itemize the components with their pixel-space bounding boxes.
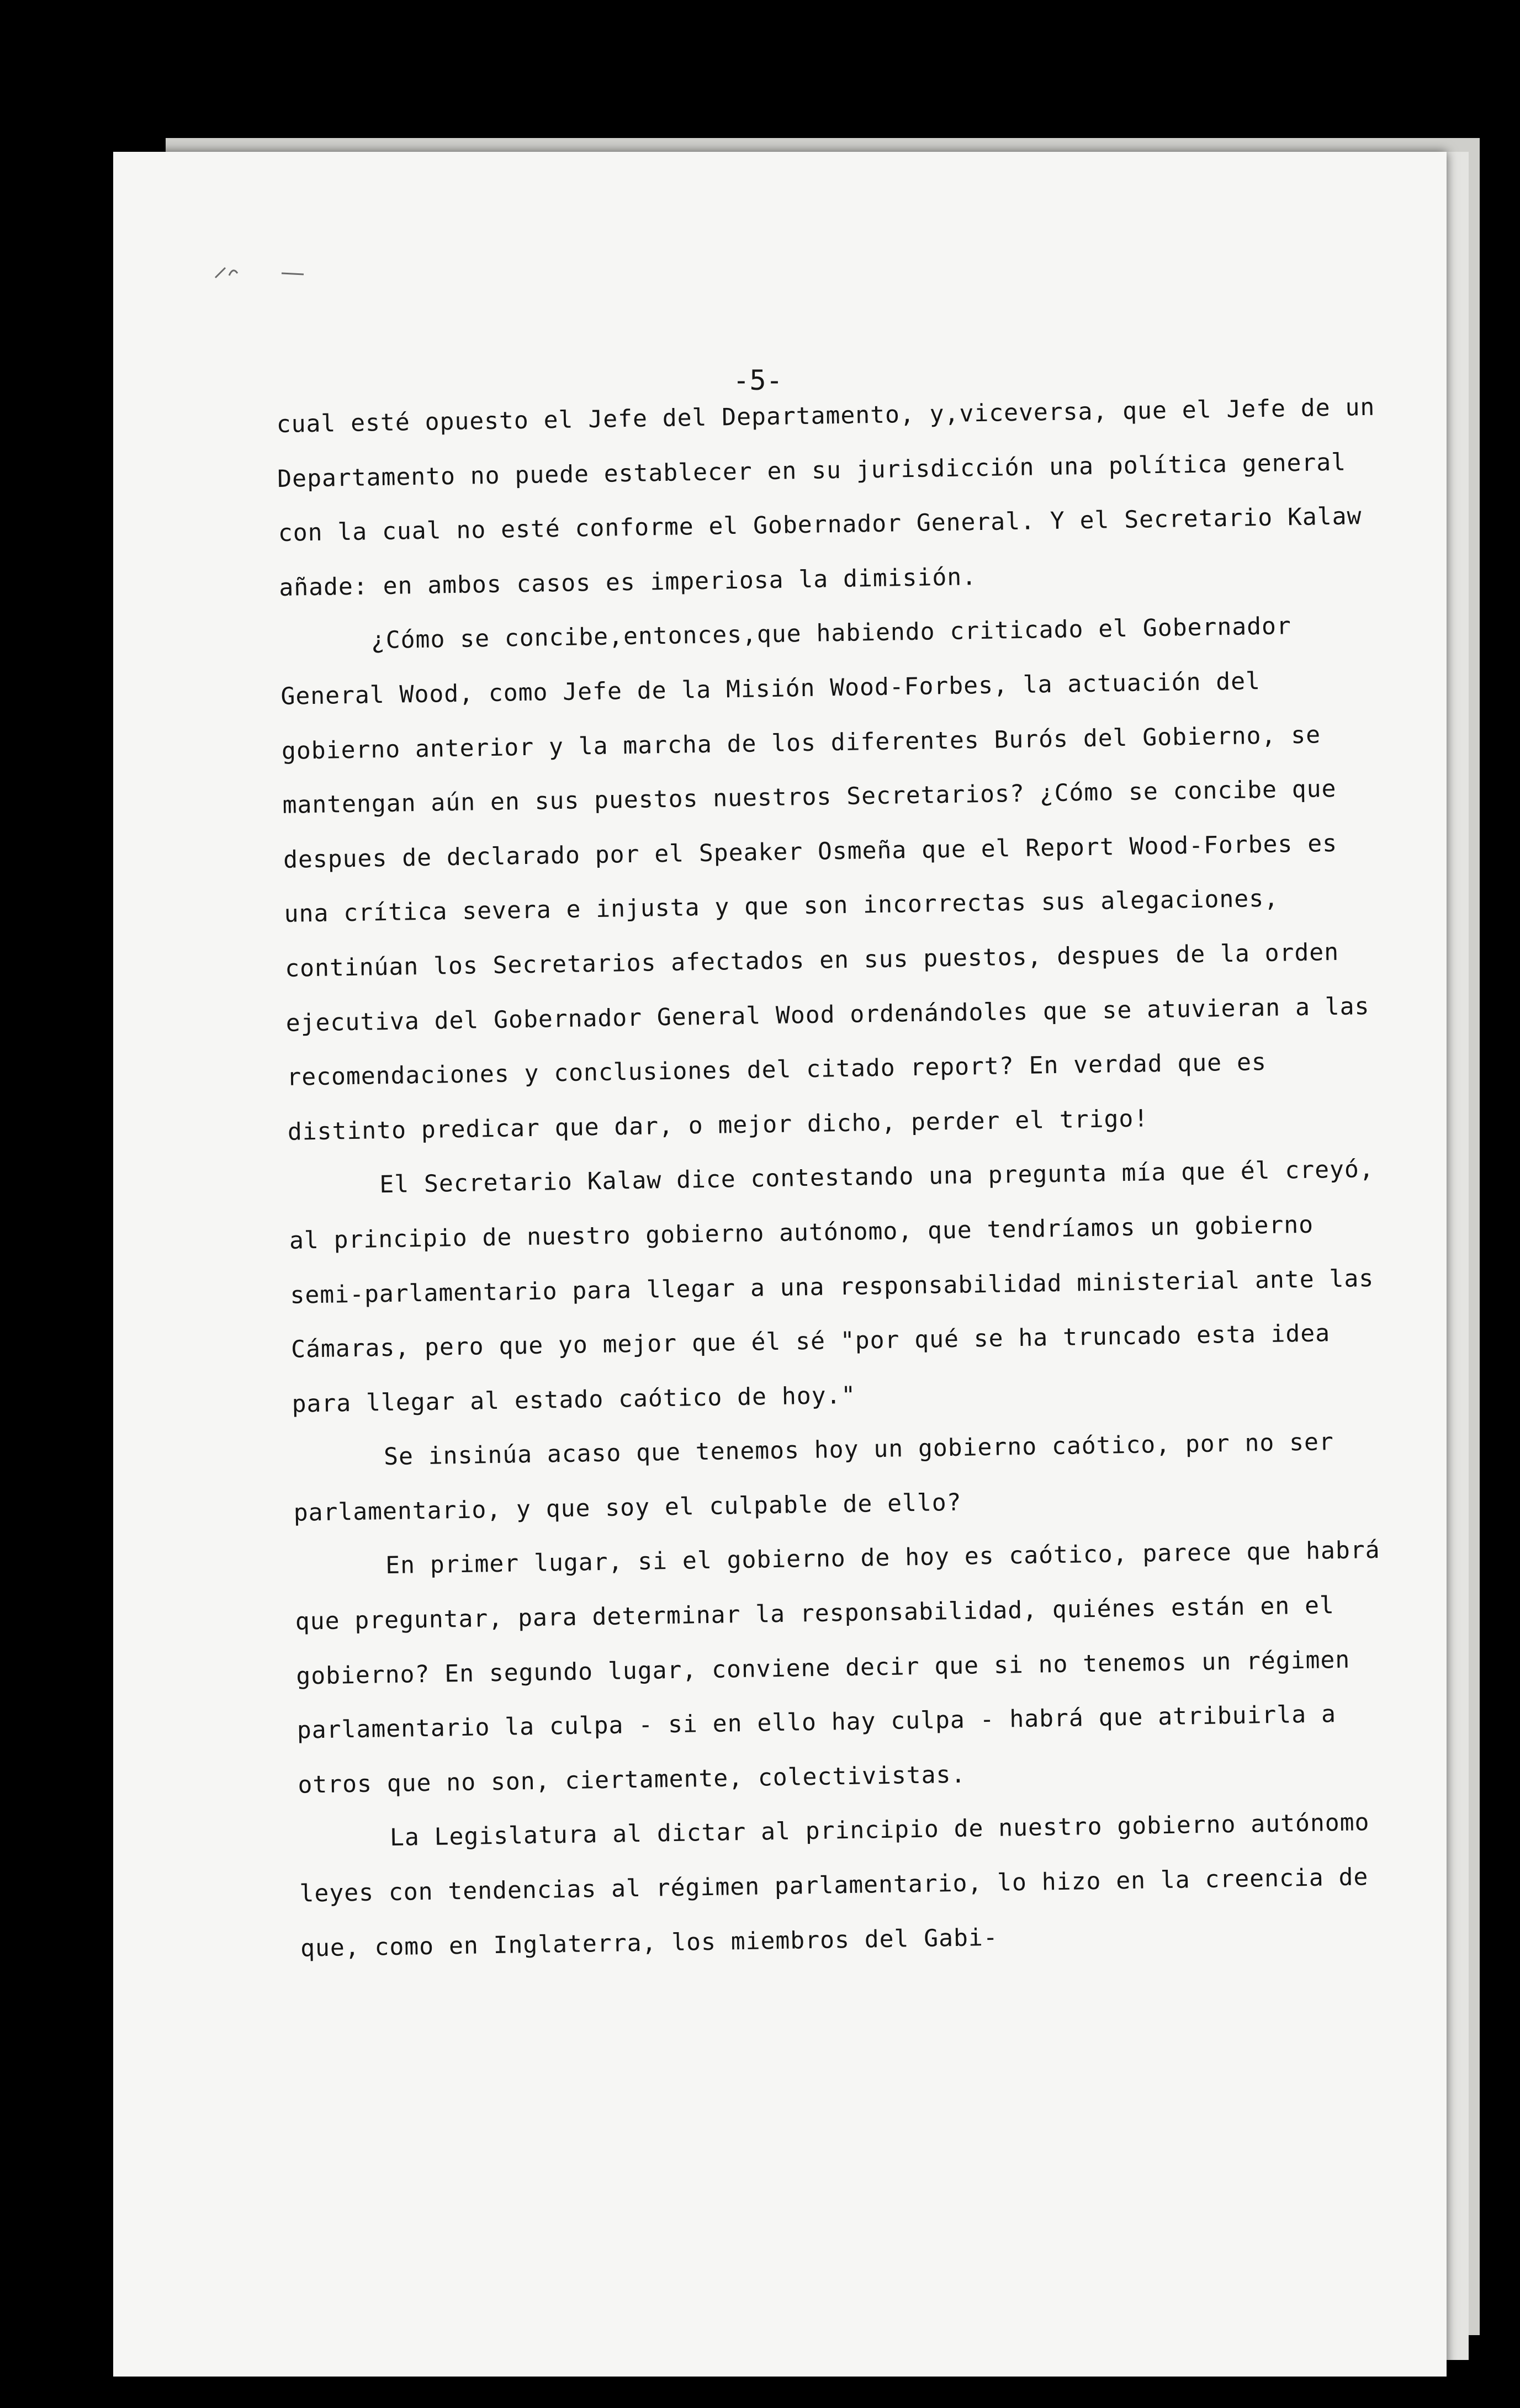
margin-mark: [199, 251, 309, 290]
body-text: [276, 380, 1405, 1976]
paragraph: cual esté opuesto el Jefe del Departamento, y,viceversa, que el Jefe de un Departamento no puede establecer en su jurisdicción una política general con la cual no esté conforme el Gobernador General. Y el Secretario Kalaw añade: en ambos casos es imperiosa la dimisión.: [276, 393, 1390, 602]
paragraph: Se insinúa acaso que tenemos hoy un gobierno caótico, por no ser parlamentario, y que soy el culpable de ello?: [293, 1428, 1349, 1527]
document-page: [113, 152, 1447, 2377]
paragraph: ¿Cómo se concibe,entonces,que habiendo criticado el Gobernador General Wood, como Jefe de la Misión Wood-Forbes, la actuación del gobierno anterior y la marcha de los diferentes Burós del Gobierno, se mantengan aún en sus puestos nuestros Secretarios? ¿Cómo se concibe que despues de declarado por el Speaker Osmeña que el Report Wood-Forbes es una crítica severa e injusta y que son incorrectas sus alegaciones, continúan los Secretarios afectados en sus puestos, despues de la orden ejecutiva del Gobernador General Wood ordenándoles que se atuvieran a las recomendaciones y conclusiones del citado report? En verdad que es distinto predicar que dar, o mejor dicho, perder el trigo!: [280, 612, 1385, 1146]
paragraph: La Legislatura al dictar al principio de nuestro gobierno autónomo leyes con tendencias al régimen parlamentario, lo hizo en la creencia de que, como en Inglaterra, los miembros del Gabi-: [299, 1808, 1385, 1963]
paragraph: En primer lugar, si el gobierno de hoy es caótico, parece que habrá que preguntar, para determinar la responsabilidad, quiénes están en el gobierno? En segundo lugar, conviene decir que si no tenemos un régimen parlamentario la culpa - si en ello hay culpa - habrá que atribuirla a otros que no son, ciertamente, colectivistas.: [295, 1536, 1395, 1799]
page-number: -5-: [733, 364, 783, 396]
pencil-mark-icon: [199, 251, 309, 290]
paragraph: El Secretario Kalaw dice contestando una pregunta mía que él creyó, al principio de nuestro gobierno autónomo, que tendríamos un gobierno semi-parlamentario para llegar a una responsabilidad ministerial ante las Cámaras, pero que yo mejor que él sé "por qué se ha truncado esta idea para llegar al estado caótico de hoy.": [289, 1155, 1390, 1418]
